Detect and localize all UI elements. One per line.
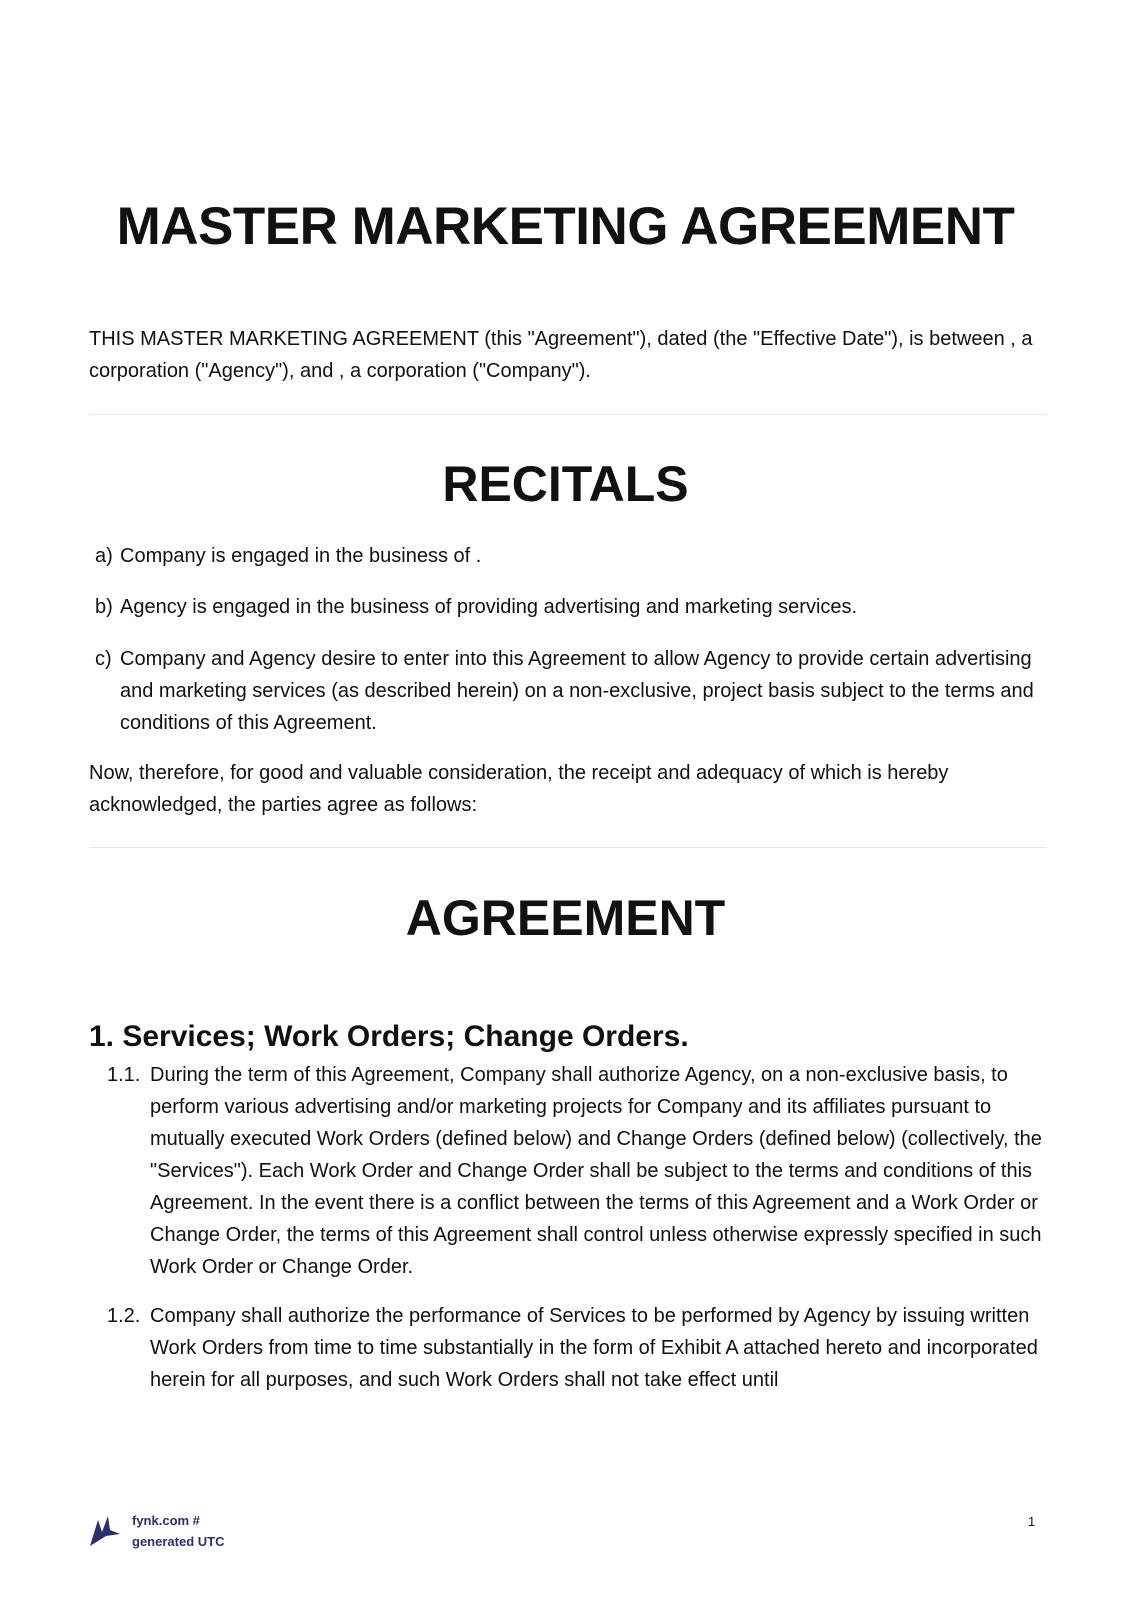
footer-line-1: fynk.com # [132,1513,200,1528]
clause-marker: 1.2. [107,1305,141,1327]
fynk-bird-logo-icon [88,1510,122,1548]
intro-paragraph: THIS MASTER MARKETING AGREEMENT (this "Agreement"), dated (the "Effective Date"), is between , a corporation ("Agency"), and , a corporation ("Company"). [89,328,1033,382]
recital-text: Company and Agency desire to enter into this Agreement to allow Agency to provide certain advertising and marketing services (as described herein) on a non-exclusive, project basis subject to the terms and conditions of this Agreement. [120,648,1034,734]
clause-item [107,1059,1047,1283]
recital-text: Agency is engaged in the business of providing advertising and marketing services. [120,596,858,618]
clause-marker: 1.1. [107,1064,141,1086]
recitals-closing: Now, therefore, for good and valuable consideration, the receipt and adequacy of which is hereby acknowledged, the parties agree as follows: [89,762,949,816]
footer-line-2: generated UTC [132,1534,225,1549]
recital-text: Company is engaged in the business of . [120,545,482,567]
document-title: MASTER MARKETING AGREEMENT [116,197,1015,256]
clause-item [107,1300,1047,1396]
section-1-heading: 1. Services; Work Orders; Change Orders. [89,1020,689,1053]
recital-item [89,591,1049,623]
section-divider [89,414,1047,415]
recital-marker: a) [95,545,113,567]
recital-item [89,643,1049,739]
clause-text: Company shall authorize the performance of Services to be performed by Agency by issuing written Work Orders from time to time substantially in the form of Exhibit A attached hereto and incorporated herein for all purposes, and such Work Orders shall not take effect until [150,1305,1038,1391]
recital-item [89,540,1049,572]
recital-marker: b) [95,596,113,618]
recitals-heading: RECITALS [442,456,689,512]
clause-text: During the term of this Agreement, Company shall authorize Agency, on a non-exclusive basis, to perform various advertising and/or marketing projects for Company and its affiliates pursuant to mutually executed Work Orders (defined below) and Change Orders (defined below) (collectively, the "Services"). Each Work Order and Change Order shall be subject to the terms and conditions of this Agreement. In the event there is a conflict between the terms of this Agreement and a Work Order or Change Order, the terms of this Agreement shall control unless otherwise expressly specified in such Work Order or Change Order. [150,1064,1042,1278]
agreement-heading: AGREEMENT [405,890,726,946]
footer-text [132,1510,224,1552]
recital-marker: c) [95,648,112,670]
section-divider [89,847,1047,848]
page-number: 1 [1028,1514,1036,1529]
